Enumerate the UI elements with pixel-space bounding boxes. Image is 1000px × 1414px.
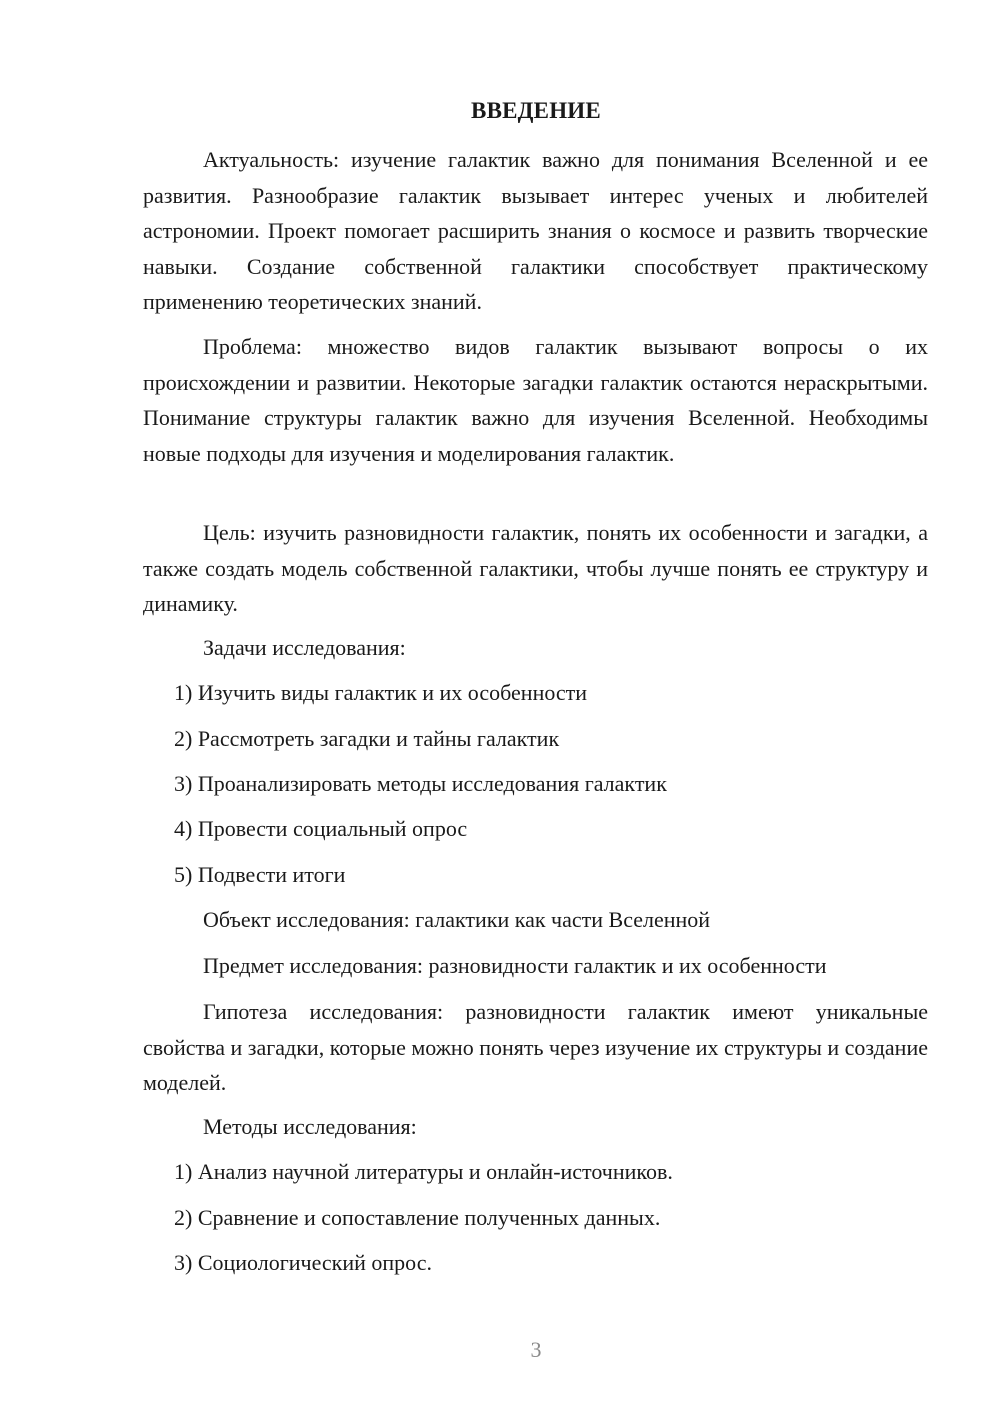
page-number: 3 [530, 1337, 542, 1362]
research-subject: Предмет исследования: разновидности галактик и их особенности [203, 953, 827, 978]
method-item: 1) Анализ научной литературы и онлайн-источников. [174, 1159, 673, 1184]
method-item: 2) Сравнение и сопоставление полученных данных. [174, 1205, 661, 1230]
task-item: 5) Подвести итоги [174, 862, 346, 887]
task-item: 3) Проанализировать методы исследования галактик [174, 771, 667, 796]
goal-paragraph: Цель: изучить разновидности галактик, понять их особенности и загадки, а также создать модель собственной галактики, чтобы лучше понять ее структуру и динамику. [143, 520, 928, 616]
task-item: 1) Изучить виды галактик и их особенности [174, 680, 588, 705]
problem-paragraph: Проблема: множество видов галактик вызывают вопросы о их происхождении и развитии. Некоторые загадки галактик остаются нераскрытыми. Понимание структуры галактик важно для изучения Вселенной. Необходимы новые подходы для изучения и моделирования галактик. [143, 334, 928, 466]
hypothesis-paragraph: Гипотеза исследования: разновидности галактик имеют уникальные свойства и загадки, которые можно понять через изучение их структуры и создание моделей. [143, 999, 928, 1095]
method-item: 3) Социологический опрос. [174, 1250, 432, 1275]
tasks-title: Задачи исследования: [203, 635, 406, 660]
methods-title: Методы исследования: [203, 1114, 417, 1139]
relevance-paragraph: Актуальность: изучение галактик важно для понимания Вселенной и ее развития. Разнообразие галактик вызывает интерес ученых и любителей астрономии. Проект помогает расширить знания о космосе и развить творческие навыки. Создание собственной галактики способствует практическому применению теоретических знаний. [143, 147, 928, 314]
section-heading: ВВЕДЕНИЕ [471, 98, 601, 123]
research-object: Объект исследования: галактики как части Вселенной [203, 907, 711, 932]
task-item: 2) Рассмотреть загадки и тайны галактик [174, 726, 560, 751]
task-item: 4) Провести социальный опрос [174, 816, 468, 841]
